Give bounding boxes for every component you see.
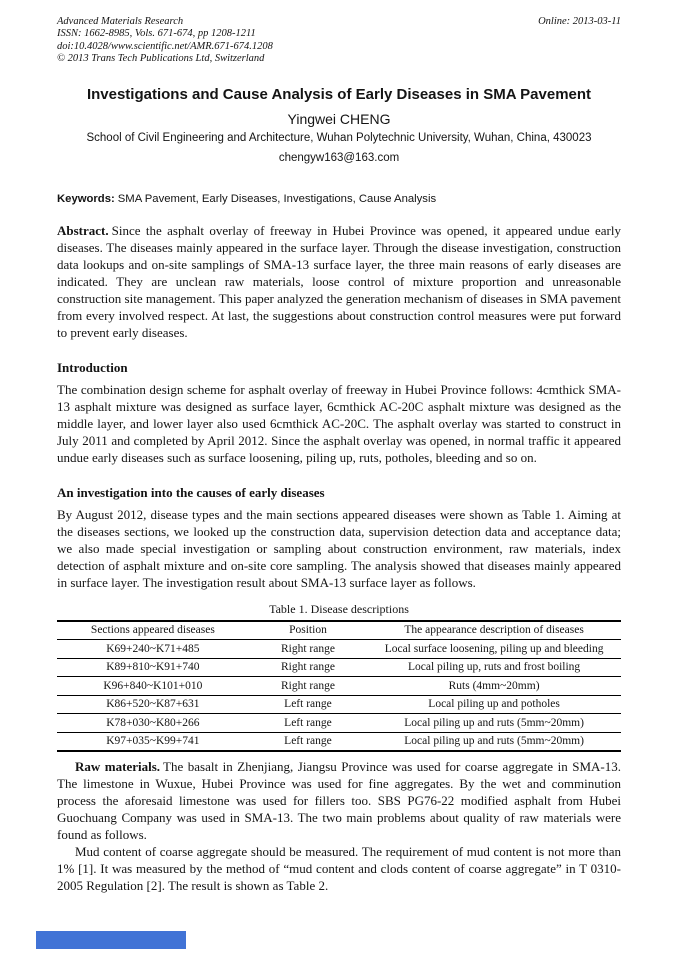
table-cell: K96+840~K101+010 [57, 677, 249, 696]
raw-materials-label: Raw materials. [75, 759, 161, 775]
table-row [57, 640, 621, 659]
raw-materials-paragraph [57, 758, 621, 843]
section-heading-investigation: An investigation into the causes of early diseases [57, 484, 325, 500]
table-cell: Right range [249, 677, 367, 696]
paper-title: Investigations and Cause Analysis of Early Diseases in SMA Pavement [86, 85, 592, 103]
table-cell: Left range [284, 735, 332, 748]
copyright-line: © 2013 Trans Tech Publications Ltd, Switzerland [57, 53, 265, 65]
issn-line: ISSN: 1662-8985, Vols. 671-674, pp 1208-1211 [57, 28, 256, 40]
table-cell: K89+810~K91+740 [57, 658, 249, 677]
table-cell: Local piling up and ruts (5mm~20mm) [367, 714, 621, 733]
doi-line: doi:10.4028/www.scientific.net/AMR.671-674.1208 [57, 40, 273, 52]
table-cell: Left range [249, 695, 367, 714]
table-row [57, 695, 621, 714]
blue-overlay-bar [36, 931, 186, 949]
page-content [57, 16, 621, 894]
table-cell: Local piling up and ruts (5mm~20mm) [404, 735, 584, 748]
table-cell: K78+030~K80+266 [57, 714, 249, 733]
table-cell: K86+520~K87+631 [57, 695, 249, 714]
table-row [57, 658, 621, 677]
table1-caption: Table 1. Disease descriptions [269, 601, 409, 616]
keywords-label: Keywords: [57, 192, 115, 205]
introduction-paragraph: The combination design scheme for asphalt overlay of freeway in Hubei Province follows: 4cmthick SMA-13 asphalt mixture was designed as surface layer, 6cmthick AC-20C asphalt mixture was designed as the middle layer, and lower layer also used 6cmthick AC-20C. The asphalt overlay was started to construct in July 2011 and completed by April 2012. Since the asphalt overlay was opened, in normal traffic it appeared undue early diseases such as surface loosening, piling up, ruts, potholes, bleeding and so on. [57, 381, 621, 465]
table-cell: Local piling up and potholes [367, 695, 621, 714]
table-cell: K69+240~K71+485 [57, 640, 249, 659]
keywords-text: SMA Pavement, Early Diseases, Investigations, Cause Analysis [117, 192, 437, 205]
column-header: Position [249, 621, 367, 640]
table-row [57, 677, 621, 696]
section-heading-introduction: Introduction [57, 359, 128, 375]
table-cell: Right range [249, 658, 367, 677]
table-cell: Ruts (4mm~20mm) [367, 677, 621, 696]
online-date: Online: 2013-03-11 [538, 16, 621, 27]
table-header-row [57, 621, 621, 640]
table-row [57, 732, 621, 751]
abstract-text: Since the asphalt overlay of freeway in Hubei Province was opened, it appeared undue early diseases. The diseases mainly appeared in the surface layer. Through the disease investigation, construction data lookups and on-site samplings of SMA-13 surface layer, the three main reasons of early diseases are indicated. They are unclean raw materials, loose control of mixture proportion and unreasonable construction site management. This paper analyzed the generation mechanism of diseases in SMA pavement from every involved respect. At last, the suggestions about construction control measures were put forward to prevent early diseases. [57, 222, 621, 340]
table-cell: K97+035~K99+741 [106, 735, 200, 748]
mud-content-paragraph: Mud content of coarse aggregate should be measured. The requirement of mud content is not more than 1% [1]. It was measured by the method of “mud content and clods content of coarse aggregate” in T 0310-2005 Regulation [2]. The result is shown as Table 2. [57, 844, 621, 894]
table-cell: Local surface loosening, piling up and bleeding [367, 640, 621, 659]
table-cell: Left range [249, 714, 367, 733]
raw-materials-text: The basalt in Zhenjiang, Jiangsu Province was used for coarse aggregate in SMA-13. The limestone in Wuxue, Hubei Province was used for fine aggregates. By the wet and comminution process the aforesaid limestone was used for fillers too. SBS PG76-22 modified asphalt from Hubei Guochuang Company was used in SMA-13. The two main problems about quality of raw materials were found as follows. [57, 759, 621, 843]
column-header: Sections appeared diseases [57, 621, 249, 640]
author-name: Yingwei CHENG [287, 110, 391, 127]
abstract-paragraph [57, 222, 621, 341]
affiliation: School of Civil Engineering and Architecture, Wuhan Polytechnic University, Wuhan, China, 430023 [86, 131, 592, 144]
disease-table [57, 620, 621, 753]
abstract-label: Abstract. [57, 222, 109, 238]
table-cell: Right range [249, 640, 367, 659]
journal-header [57, 16, 621, 66]
table-row [57, 714, 621, 733]
journal-name: Advanced Materials Research [57, 16, 184, 27]
column-header: The appearance description of diseases [367, 621, 621, 640]
investigation-paragraph: By August 2012, disease types and the main sections appeared diseases were shown as Table 1. Aiming at the diseases sections, we looked up the construction data, supervision detection data and acceptance data; we also made special investigation or sampling about construction environment, raw materials, index detection of asphalt mixture and on-site core sampling. The analysis showed that diseases mainly appeared in surface layer. The investigation result about SMA-13 surface layer as follows. [57, 506, 621, 590]
keywords-line [57, 193, 621, 205]
table-cell: Local piling up, ruts and frost boiling [367, 658, 621, 677]
author-email: chengyw163@163.com [278, 151, 400, 164]
